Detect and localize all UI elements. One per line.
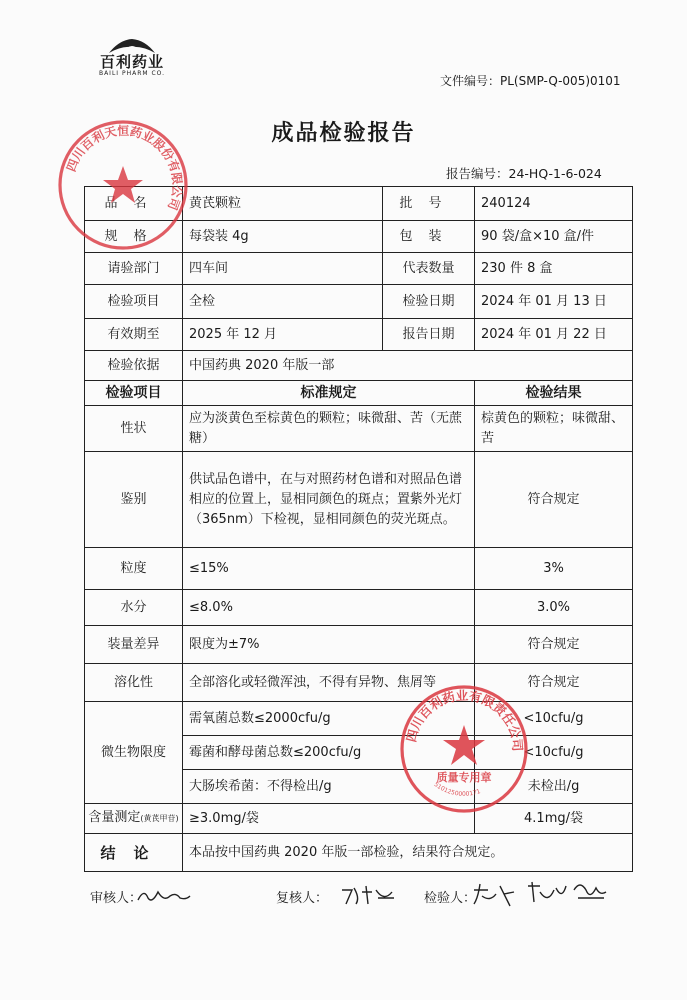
table-row-standard: ≤15%: [183, 548, 475, 590]
dept-value: 四车间: [183, 253, 383, 285]
test-item-label: 检验项目: [85, 285, 183, 319]
micro-standard: 需氧菌总数≤2000cfu/g: [183, 702, 475, 736]
table-row-item: 水分: [85, 590, 183, 626]
column-header-item: 检验项目: [85, 381, 183, 406]
quantity-value: 230 件 8 盒: [475, 253, 633, 285]
micro-result: <10cfu/g: [475, 702, 633, 736]
column-header-result: 检验结果: [475, 381, 633, 406]
valid-until-label: 有效期至: [85, 319, 183, 351]
company-seal-left: [56, 118, 190, 252]
table-row-standard: 全部溶化或轻微浑浊，不得有异物、焦屑等: [183, 664, 475, 702]
table-row-standard: 限度为±7%: [183, 626, 475, 664]
package-value: 90 袋/盒×10 盒/件: [475, 221, 633, 253]
assay-item: 含量测定: [88, 810, 141, 825]
table-row-item: 性状: [85, 406, 183, 452]
quality-seal-right: [398, 683, 530, 815]
seal-left-text: 四川百利天恒药业股份有限公司: [63, 123, 185, 213]
table-row-result: 符合规定: [475, 626, 633, 664]
file-number: 文件编号：PL(SMP-Q-005)0101: [440, 74, 621, 88]
table-row-result: 棕黄色的颗粒；味微甜、苦: [475, 406, 633, 452]
logo-text-cn: 百利药业: [99, 53, 164, 71]
table-row-result: 3.0%: [475, 590, 633, 626]
basis-label: 检验依据: [85, 351, 183, 381]
micro-result: 未检出/g: [475, 770, 633, 804]
report-number: 报告编号：24-HQ-1-6-024: [446, 166, 602, 181]
table-row-standard: ≤8.0%: [183, 590, 475, 626]
product-name-label: 品名: [85, 187, 183, 221]
table-row-item: 鉴别: [85, 452, 183, 548]
table-row-result: 3%: [475, 548, 633, 590]
table-row-result: 符合规定: [475, 664, 633, 702]
inspector-label: 检验人：: [424, 891, 477, 906]
table-row-item: 粒度: [85, 548, 183, 590]
micro-item-label: 微生物限度: [85, 702, 183, 804]
report-title: 成品检验报告: [271, 121, 416, 146]
test-item-value: 全检: [183, 285, 383, 319]
spec-label: 规格: [85, 221, 183, 253]
test-date-label: 检验日期: [383, 285, 475, 319]
conclusion-text: 本品按中国药典 2020 年版一部检验，结果符合规定。: [183, 834, 633, 872]
seal-right-code: 5101250000171: [432, 781, 482, 798]
assay-item-note: (黄芪甲苷): [140, 814, 179, 823]
reviewer-signature-icon: [134, 886, 194, 906]
seal-right-bottom-text: 质量专用章: [436, 771, 492, 784]
package-label: 包装: [383, 221, 475, 253]
seal-star-icon: [103, 166, 143, 203]
inspector-signature-icon: [470, 880, 610, 908]
dept-label: 请验部门: [85, 253, 183, 285]
table-row-standard: 应为淡黄色至棕黄色的颗粒；味微甜、苦（无蔗糖）: [183, 406, 475, 452]
table-row-standard: 供试品色谱中，在与对照药材色谱和对照品色谱相应的位置上，显相同颜色的斑点；置紫外光灯（365nm）下检视，显相同颜色的荧光斑点。: [183, 452, 475, 548]
assay-item-label: [85, 804, 183, 834]
assay-standard: ≥3.0mg/袋: [183, 804, 475, 834]
spec-value: 每袋装 4g: [183, 221, 383, 253]
report-date-label: 报告日期: [383, 319, 475, 351]
batch-label: 批号: [383, 187, 475, 221]
inspection-table: [84, 186, 633, 872]
reviewer-label: 审核人：: [90, 891, 143, 906]
table-row-item: 溶化性: [85, 664, 183, 702]
test-date-value: 2024 年 01 月 13 日: [475, 285, 633, 319]
rechecker-label: 复核人：: [276, 891, 329, 906]
company-logo: [92, 38, 172, 78]
table-row-result: 符合规定: [475, 452, 633, 548]
conclusion-label: 结论: [85, 834, 183, 872]
logo-mark-icon: [107, 38, 157, 54]
quantity-label: 代表数量: [383, 253, 475, 285]
micro-standard: 霉菌和酵母菌总数≤200cfu/g: [183, 736, 475, 770]
valid-until-value: 2025 年 12 月: [183, 319, 383, 351]
product-name-value: 黄芪颗粒: [183, 187, 383, 221]
micro-standard: 大肠埃希菌：不得检出/g: [183, 770, 475, 804]
batch-value: 240124: [475, 187, 633, 221]
table-row-item: 装量差异: [85, 626, 183, 664]
assay-result: 4.1mg/袋: [475, 804, 633, 834]
seal-right-star-icon: [443, 725, 485, 765]
rechecker-signature-icon: [338, 884, 398, 908]
basis-value: 中国药典 2020 年版一部: [183, 351, 633, 381]
logo-text-en: BAILI PHARM CO.: [98, 70, 166, 77]
report-date-value: 2024 年 01 月 22 日: [475, 319, 633, 351]
column-header-standard: 标准规定: [183, 381, 475, 406]
seal-right-text: 四川百利药业有限责任公司: [403, 687, 526, 752]
micro-result: <10cfu/g: [475, 736, 633, 770]
